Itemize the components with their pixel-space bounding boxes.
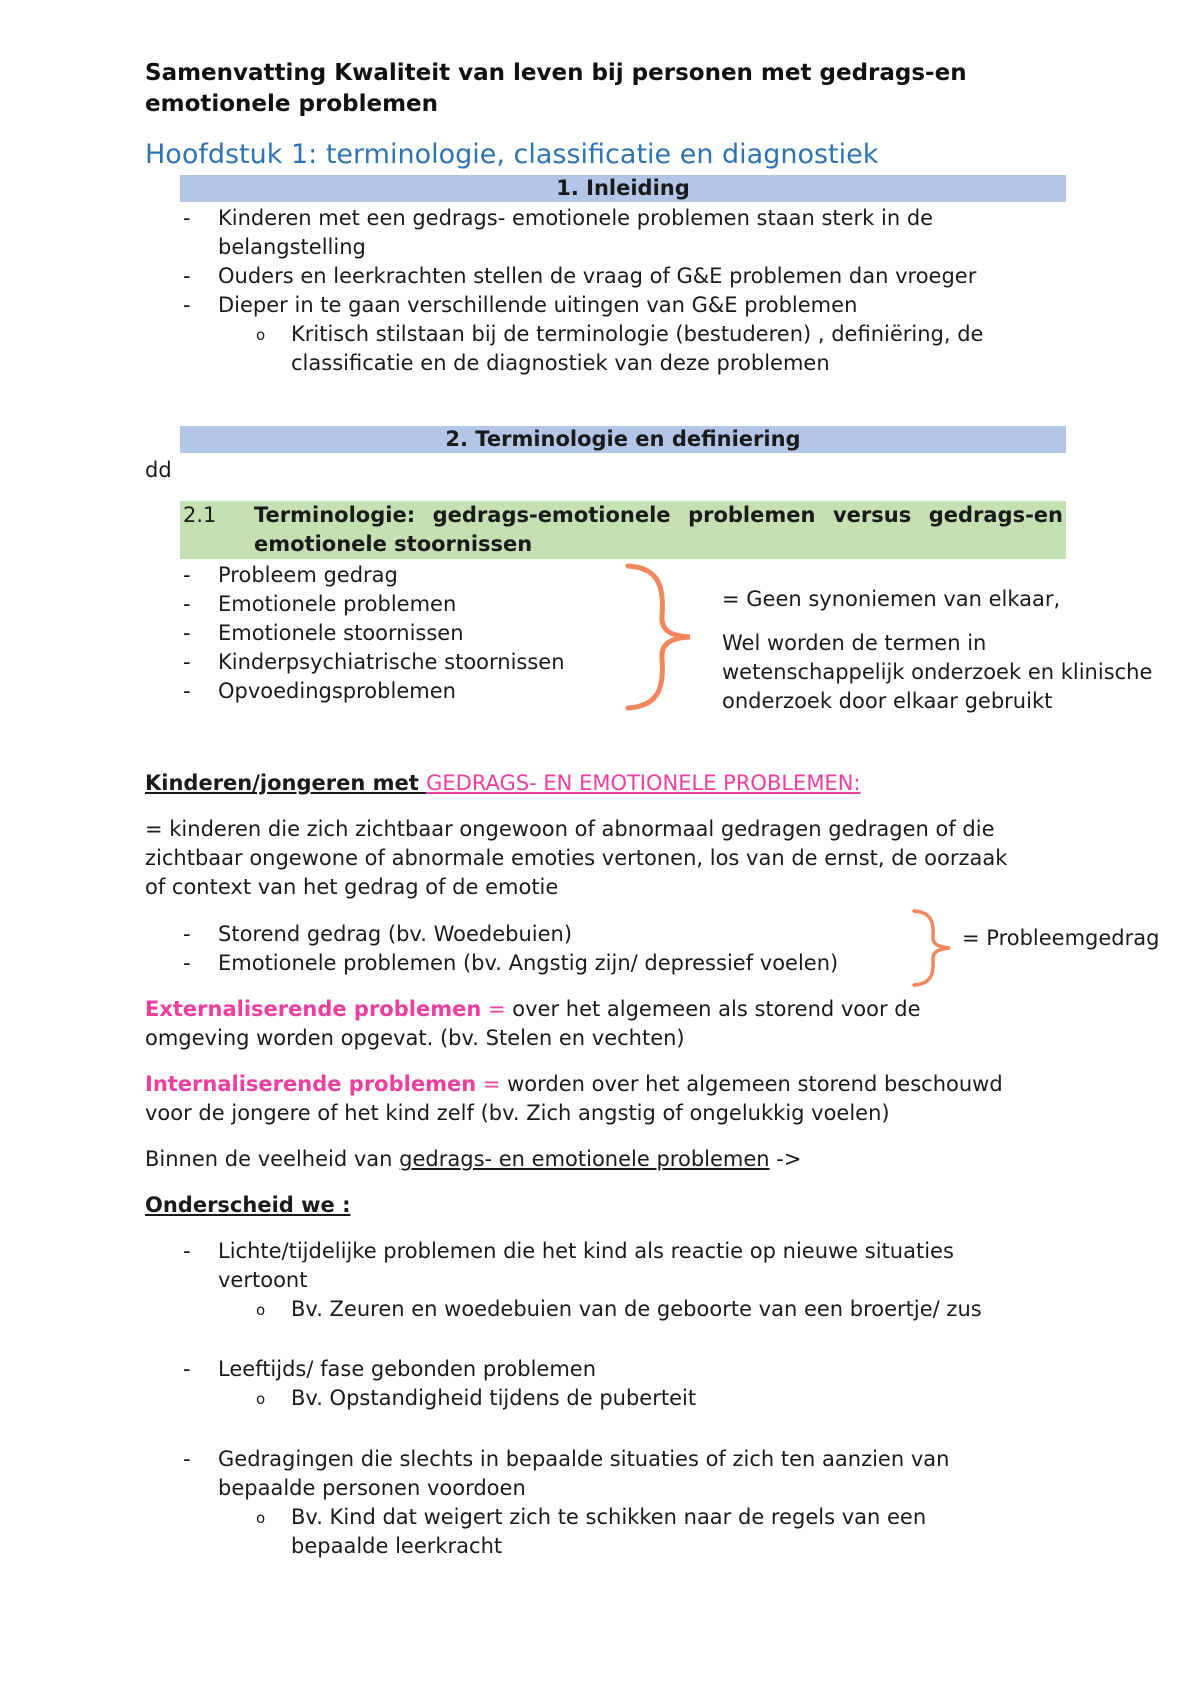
chapter-heading: Hoofdstuk 1: terminologie, classificatie en diagnostiek [145,139,879,170]
bullet-dash: - [183,1447,191,1471]
bullet-dash: - [183,563,191,587]
section-2-heading: 2. Terminologie en definiering [180,426,1066,453]
bullet-dash: - [183,1239,191,1263]
curly-brace-icon [908,908,958,988]
problem-item-1: Storend gedrag (bv. Woedebuien) [218,922,573,946]
sub-bullet-circle: o [256,1509,266,1527]
section-2-1-number: 2.1 [183,503,217,527]
intro-bullet-2: Ouders en leerkrachten stellen de vraag of G&E problemen dan vroeger [218,264,977,288]
bullet-dash: - [183,206,191,230]
term-item-1: Probleem gedrag [218,563,398,587]
bullet-dash: - [183,592,191,616]
title-line-1: Samenvatting Kwaliteit van leven bij personen met gedrags-en [145,60,967,86]
document-title [145,58,967,120]
term-note-usage: Wel worden de termen in wetenschappelijk onderzoek en klinische onderzoek door elkaar gebruikt [722,631,1153,713]
onderscheid-item-1: Lichte/tijdelijke problemen die het kind als reactie op nieuwe situaties vertoont [218,1239,954,1292]
onderscheid-item-1-example: Bv. Zeuren en woedebuien van de geboorte van een broertje/ zus [291,1297,982,1321]
kinderen-definition: = kinderen die zich zichtbaar ongewoon of abnormaal gedragen gedragen of die zichtbaar ongewone of abnormale emoties vertonen, los van de ernst, de oorzaak of context van het gedrag of de emotie [145,817,1008,899]
problem-item-2: Emotionele problemen (bv. Angstig zijn/ depressief voelen) [218,951,839,975]
bullet-dash: - [183,264,191,288]
externaliserende-definition: Externaliserende problemen = over het algemeen als storend voor de omgeving worden opgevat. (bv. Stelen en vechten) [145,997,921,1050]
section-2-1-title-line-2: emotionele stoornissen [254,532,533,556]
section-1-heading: 1. Inleiding [180,175,1066,202]
binnen-veelheid-line: Binnen de veelheid van gedrags- en emotionele problemen -> [145,1147,802,1171]
bullet-dash: - [183,1357,191,1381]
bullet-dash: - [183,621,191,645]
bullet-dash: - [183,679,191,703]
internaliserende-definition: Internaliserende problemen = worden over het algemeen storend beschouwd voor de jongere of het kind zelf (bv. Zich angstig of ongelukkig voelen) [145,1072,1003,1125]
term-item-5: Opvoedingsproblemen [218,679,456,703]
sub-bullet-circle: o [256,1301,266,1319]
term-note-synonyms: = Geen synoniemen van elkaar, [722,587,1061,611]
bullet-dash: - [183,650,191,674]
section-2-note: dd [145,458,172,482]
bullet-dash: - [183,922,191,946]
onderscheid-heading: Onderscheid we : [145,1193,351,1217]
onderscheid-item-3: Gedragingen die slechts in bepaalde situaties of zich ten aanzien van bepaalde personen voordoen [218,1447,950,1500]
kinderen-heading: Kinderen/jongeren met GEDRAGS- EN EMOTIONELE PROBLEMEN: [145,771,861,795]
title-line-2: emotionele problemen [145,91,439,117]
sub-bullet-circle: o [256,1390,266,1408]
term-item-2: Emotionele problemen [218,592,457,616]
section-2-1-title-line-1: Terminologie: gedrags-emotionele problemen versus gedrags-en [254,503,1063,527]
bullet-dash: - [183,951,191,975]
probleemgedrag-note: = Probleemgedrag [962,926,1160,950]
curly-brace-icon [620,562,700,712]
intro-sub-bullet: Kritisch stilstaan bij de terminologie (bestuderen) , definiëring, de classificatie en de diagnostiek van deze problemen [291,322,984,375]
term-item-3: Emotionele stoornissen [218,621,464,645]
bullet-dash: - [183,293,191,317]
sub-bullet-circle: o [256,326,266,344]
intro-bullet-1: Kinderen met een gedrags- emotionele problemen staan sterk in de belangstelling [218,206,934,259]
section-2-1-heading [180,501,1066,559]
onderscheid-item-3-example: Bv. Kind dat weigert zich te schikken naar de regels van een bepaalde leerkracht [291,1505,927,1558]
onderscheid-item-2: Leeftijds/ fase gebonden problemen [218,1357,597,1381]
onderscheid-item-2-example: Bv. Opstandigheid tijdens de puberteit [291,1386,697,1410]
term-item-4: Kinderpsychiatrische stoornissen [218,650,565,674]
intro-bullet-3: Dieper in te gaan verschillende uitingen van G&E problemen [218,293,858,317]
